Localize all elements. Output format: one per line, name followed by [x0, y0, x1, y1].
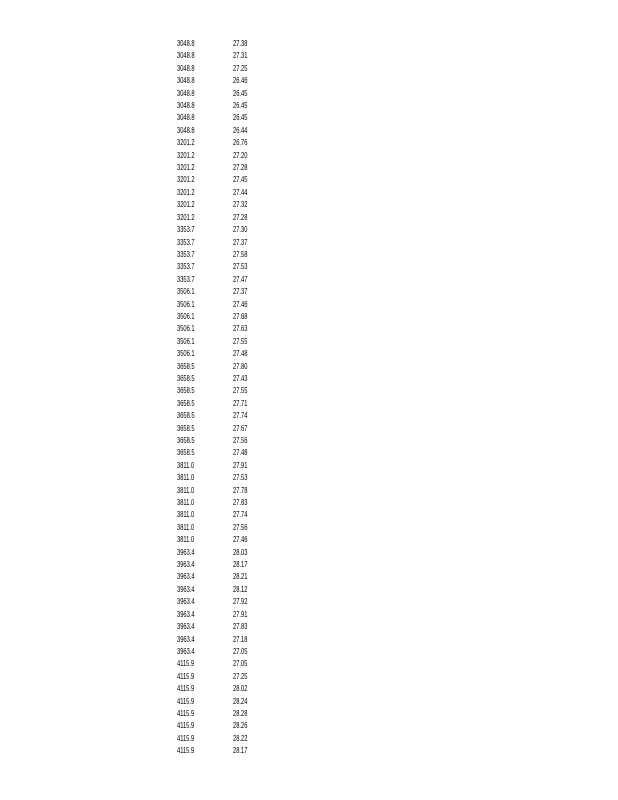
- z-value-cell: 27.43: [233, 373, 248, 383]
- y-value-cell: 3048.8: [177, 39, 195, 48]
- z-value-cell: 27.56: [233, 436, 248, 445]
- z-value-cell: 28.28: [233, 708, 248, 718]
- z-value-cell: 27.05: [233, 659, 248, 669]
- z-value-cell: 27.25: [233, 63, 248, 73]
- z-value-cell: 27.78: [233, 485, 248, 495]
- y-value-cell: 3048.8: [177, 63, 195, 73]
- y-value-cell: 3201.2: [177, 138, 195, 148]
- y-value-cell: 4115.9: [177, 684, 195, 694]
- z-value-cell: 27.53: [233, 473, 248, 483]
- z-value-cell: 26.76: [233, 138, 248, 148]
- y-value-cell: 3048.8: [177, 76, 195, 86]
- z-value-cell: 27.32: [233, 200, 248, 210]
- z-value-cell: 27.46: [233, 535, 248, 545]
- z-value-cell: 27.37: [233, 287, 248, 297]
- y-value-cell: 3506.1: [177, 287, 195, 297]
- z-value-cell: 26.46: [233, 76, 248, 86]
- z-value-cell: 28.12: [233, 584, 248, 594]
- y-value-cell: 3811.0: [177, 522, 195, 532]
- y-value-cell: 3658.5: [177, 448, 195, 458]
- y-value-cell: 3658.5: [177, 361, 195, 371]
- z-value-cell: 27.05: [233, 646, 248, 656]
- y-value-cell: 3201.2: [177, 175, 195, 185]
- y-value-cell: 3658.5: [177, 373, 195, 383]
- y-value-cell: 3963.4: [177, 634, 195, 644]
- z-value-cell: 27.71: [233, 398, 248, 408]
- y-value-cell: 3353.7: [177, 237, 195, 247]
- y-value-cell: 3963.4: [177, 560, 195, 570]
- y-value-cell: 3201.2: [177, 212, 195, 222]
- y-value-cell: 3506.1: [177, 311, 195, 321]
- z-value-cell: 28.17: [233, 746, 248, 756]
- z-value-cell: 27.68: [233, 311, 248, 321]
- z-value-cell: 26.45: [233, 88, 248, 98]
- z-value-cell: 27.45: [233, 175, 248, 185]
- y-value-cell: 3963.4: [177, 597, 195, 607]
- y-value-cell: 3963.4: [177, 622, 195, 632]
- z-value-cell: 27.91: [233, 460, 248, 470]
- z-value-cell: 27.28: [233, 163, 248, 173]
- z-value-cell: 27.83: [233, 498, 248, 508]
- y-value-cell: 3963.4: [177, 609, 195, 619]
- z-value-cell: 27.48: [233, 349, 248, 359]
- z-value-cell: 27.48: [233, 448, 248, 458]
- z-value-cell: 27.47: [233, 274, 248, 284]
- y-value-cell: 3353.7: [177, 249, 195, 259]
- y-value-cell: 3201.2: [177, 150, 195, 160]
- y-value-cell: 3811.0: [177, 535, 195, 545]
- z-value-cell: 27.92: [233, 597, 248, 607]
- z-value-cell: 27.63: [233, 324, 248, 334]
- y-value-cell: 3963.4: [177, 646, 195, 656]
- z-value-cell: 28.21: [233, 572, 248, 582]
- z-value-cell: 27.55: [233, 336, 248, 346]
- z-value-cell: 28.17: [233, 560, 248, 570]
- y-value-cell: 3811.0: [177, 473, 195, 483]
- z-value-cell: 27.37: [233, 237, 248, 247]
- y-value-cell: 3506.1: [177, 349, 195, 359]
- z-value-cell: 28.02: [233, 684, 248, 694]
- z-value-cell: 27.74: [233, 411, 248, 421]
- y-value-cell: 3048.8: [177, 51, 195, 61]
- z-value-cell: 28.03: [233, 547, 248, 557]
- z-value-cell: 27.53: [233, 262, 248, 272]
- z-value-cell: 27.55: [233, 386, 248, 396]
- y-value-cell: 3353.7: [177, 274, 195, 284]
- y-value-cell: 3963.4: [177, 584, 195, 594]
- z-value-cell: 27.46: [233, 299, 248, 309]
- y-value-cell: 4115.9: [177, 733, 195, 743]
- z-value-cell: 27.30: [233, 225, 248, 235]
- y-value-cell: 3048.8: [177, 113, 195, 123]
- y-value-cell: 3658.5: [177, 398, 195, 408]
- y-value-cell: 3353.7: [177, 225, 195, 235]
- y-value-cell: 3201.2: [177, 163, 195, 173]
- z-value-cell: 27.20: [233, 150, 248, 160]
- y-value-cell: 3811.0: [177, 498, 195, 508]
- z-value-cell: 27.25: [233, 671, 248, 681]
- y-value-cell: 3048.8: [177, 88, 195, 98]
- y-value-cell: 4115.9: [177, 708, 195, 718]
- z-value-cell: 26.44: [233, 125, 248, 135]
- y-value-cell: 3658.5: [177, 386, 195, 396]
- y-value-cell: 3506.1: [177, 336, 195, 346]
- z-value-cell: 27.18: [233, 634, 248, 644]
- z-value-cell: 27.58: [233, 249, 248, 259]
- y-value-cell: 4115.9: [177, 659, 195, 669]
- y-value-cell: 4115.9: [177, 746, 195, 756]
- y-value-cell: 4115.9: [177, 671, 195, 681]
- y-value-cell: 3811.0: [177, 460, 195, 470]
- z-value-cell: 26.45: [233, 113, 248, 123]
- z-value-cell: 26.45: [233, 101, 248, 111]
- y-value-cell: 3963.4: [177, 572, 195, 582]
- y-value-cell: 3353.7: [177, 262, 195, 272]
- z-value-cell: 27.38: [233, 39, 248, 48]
- z-value-cell: 27.91: [233, 609, 248, 619]
- y-value-cell: 3506.1: [177, 299, 195, 309]
- y-value-cell: 3506.1: [177, 324, 195, 334]
- y-value-cell: 3811.0: [177, 510, 195, 520]
- y-value-cell: 3658.5: [177, 411, 195, 421]
- y-value-cell: 3658.5: [177, 423, 195, 433]
- z-value-cell: 27.28: [233, 212, 248, 222]
- z-value-cell: 27.44: [233, 187, 248, 197]
- z-value-cell: 27.74: [233, 510, 248, 520]
- z-value-cell: 27.67: [233, 423, 248, 433]
- y-value-cell: 4115.9: [177, 721, 195, 731]
- z-value-cell: 27.80: [233, 361, 248, 371]
- z-value-cell: 27.31: [233, 51, 248, 61]
- z-value-cell: 28.24: [233, 696, 248, 706]
- y-value-cell: 3048.8: [177, 125, 195, 135]
- y-value-cell: 3658.5: [177, 436, 195, 445]
- y-value-cell: 4115.9: [177, 696, 195, 706]
- z-value-cell: 27.56: [233, 522, 248, 532]
- y-value-cell: 3048.8: [177, 101, 195, 111]
- z-value-cell: 28.22: [233, 733, 248, 743]
- z-value-cell: 27.83: [233, 622, 248, 632]
- z-value-cell: 28.26: [233, 721, 248, 731]
- y-value-cell: 3963.4: [177, 547, 195, 557]
- y-value-cell: 3201.2: [177, 200, 195, 210]
- y-value-cell: 3811.0: [177, 485, 195, 495]
- y-value-cell: 3201.2: [177, 187, 195, 197]
